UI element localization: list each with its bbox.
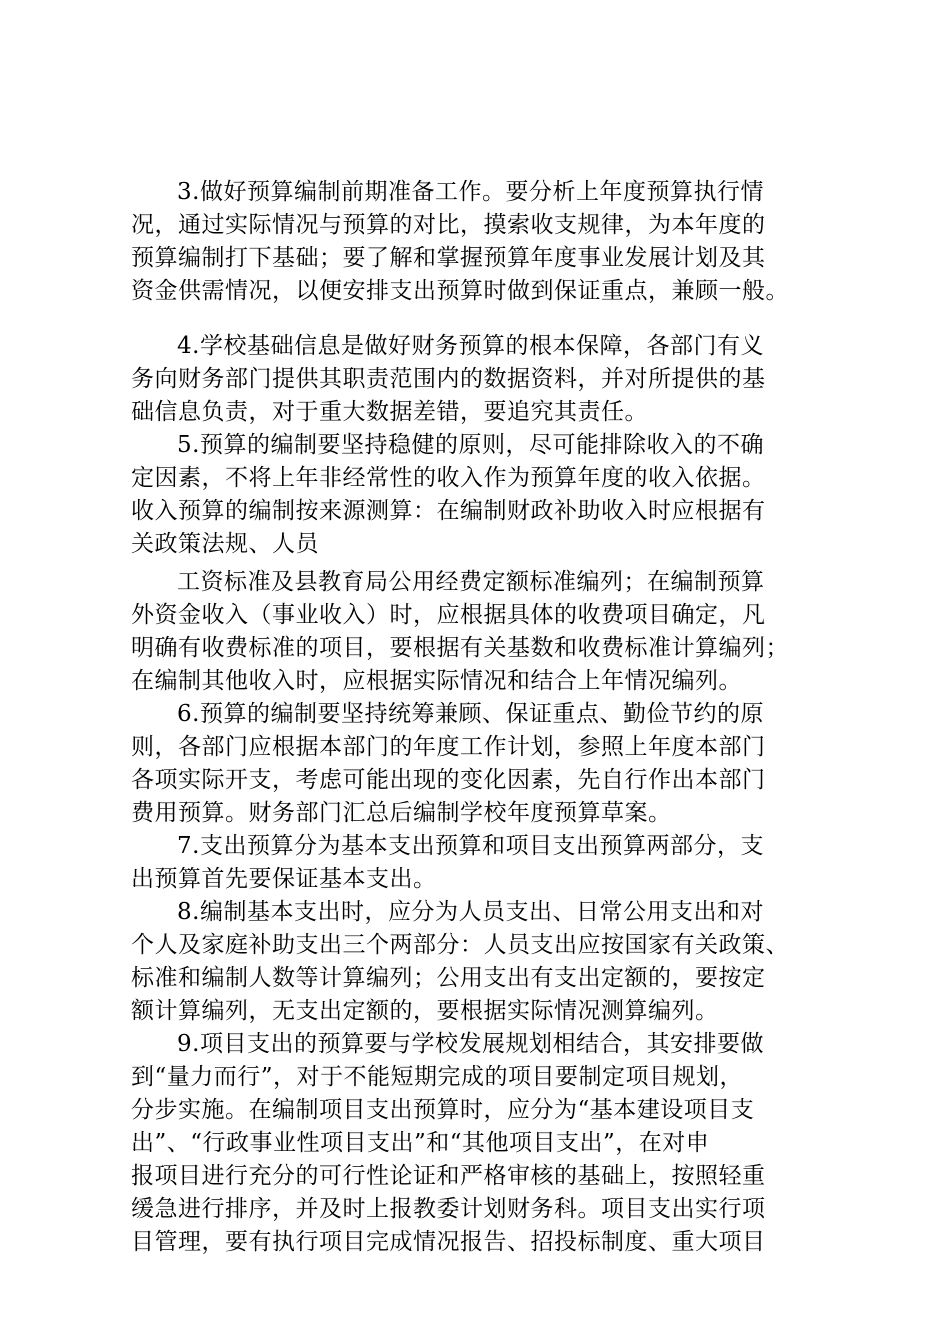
- paragraph-6-line-3: 各项实际开支，考虑可能出现的变化因素，先自行作出本部门: [131, 767, 766, 793]
- paragraph-5b-line-2: 外资金收入（事业收入）时，应根据具体的收费项目确定，凡: [131, 602, 766, 628]
- paragraph-3-line-2: 况，通过实际情况与预算的对比，摸索收支规律，为本年度的: [131, 212, 766, 238]
- paragraph-9-line-4: 出”、“行政事业性项目支出”和“其他项目支出”，在对申: [131, 1130, 710, 1156]
- paragraph-5b-line-1: 工资标准及县教育局公用经费定额标准编列；在编制预算: [177, 569, 765, 595]
- paragraph-4-line-2: 务向财务部门提供其职责范围内的数据资料，并对所提供的基: [131, 366, 766, 392]
- paragraph-9-line-5: 报项目进行充分的可行性论证和严格审核的基础上，按照轻重: [131, 1163, 766, 1189]
- paragraph-9-line-6: 缓急进行排序，并及时上报教委计划财务科。项目支出实行项: [131, 1196, 766, 1222]
- paragraph-5b-line-4: 在编制其他收入时，应根据实际情况和结合上年情况编列。: [131, 668, 742, 694]
- paragraph-6-line-1: 6.预算的编制要坚持统筹兼顾、保证重点、勤俭节约的原: [177, 701, 764, 727]
- paragraph-6-line-4: 费用预算。财务部门汇总后编制学校年度预算草案。: [131, 800, 672, 826]
- paragraph-3-line-4: 资金供需情况，以便安排支出预算时做到保证重点，兼顾一般。: [131, 278, 789, 304]
- paragraph-3-line-3: 预算编制打下基础；要了解和掌握预算年度事业发展计划及其: [131, 245, 766, 271]
- paragraph-7-line-1: 7.支出预算分为基本支出预算和项目支出预算两部分，支: [177, 833, 764, 859]
- paragraph-5b-line-3: 明确有收费标准的项目，要根据有关基数和收费标准计算编列；: [131, 635, 789, 661]
- paragraph-9-line-7: 目管理，要有执行项目完成情况报告、招投标制度、重大项目: [131, 1229, 766, 1255]
- paragraph-8-line-2: 个人及家庭补助支出三个两部分：人员支出应按国家有关政策、: [131, 932, 789, 958]
- paragraph-7-line-2: 出预算首先要保证基本支出。: [131, 866, 437, 892]
- paragraph-9-line-2: 到“量力而行”，对于不能短期完成的项目要制定项目规划，: [131, 1064, 744, 1090]
- paragraph-9-line-3: 分步实施。在编制项目支出预算时，应分为“基本建设项目支: [131, 1097, 755, 1123]
- paragraph-8-line-1: 8.编制基本支出时，应分为人员支出、日常公用支出和对: [177, 899, 764, 925]
- paragraph-5-line-4: 关政策法规、人员: [131, 531, 319, 557]
- paragraph-6-line-2: 则，各部门应根据本部门的年度工作计划，参照上年度本部门: [131, 734, 766, 760]
- paragraph-5-line-3: 收入预算的编制按来源测算：在编制财政补助收入时应根据有: [131, 498, 766, 524]
- paragraph-5-line-2: 定因素，不将上年非经常性的收入作为预算年度的收入依据。: [131, 465, 766, 491]
- paragraph-5-line-1: 5.预算的编制要坚持稳健的原则，尽可能排除收入的不确: [177, 432, 764, 458]
- paragraph-8-line-4: 额计算编列，无支出定额的，要根据实际情况测算编列。: [131, 998, 719, 1024]
- paragraph-9-line-1: 9.项目支出的预算要与学校发展规划相结合，其安排要做: [177, 1031, 764, 1057]
- paragraph-4-line-1: 4.学校基础信息是做好财务预算的根本保障，各部门有义: [177, 333, 764, 359]
- paragraph-8-line-3: 标准和编制人数等计算编列；公用支出有支出定额的，要按定: [131, 965, 766, 991]
- paragraph-4-line-3: 础信息负责，对于重大数据差错，要追究其责任。: [131, 399, 648, 425]
- paragraph-3-line-1: 3.做好预算编制前期准备工作。要分析上年度预算执行情: [177, 179, 764, 205]
